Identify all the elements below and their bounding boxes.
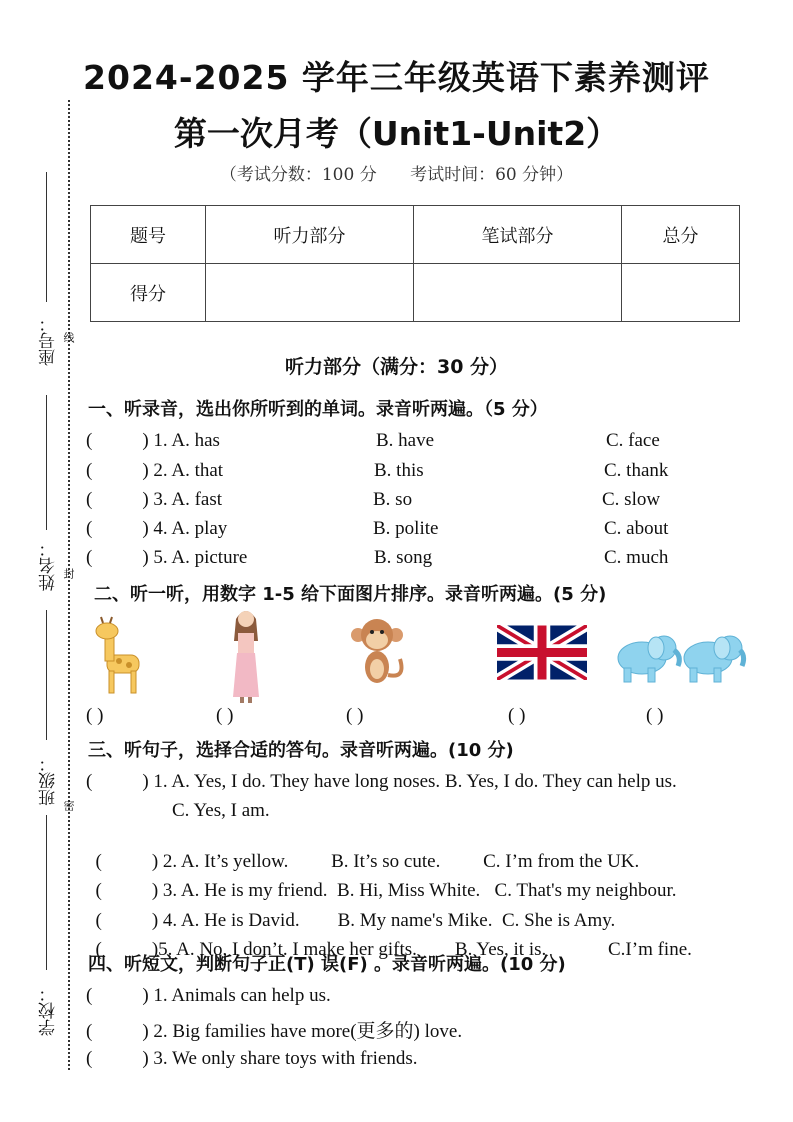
- question-option-a: ) 3. A. fast: [142, 489, 223, 510]
- score-row-label: 得分: [91, 264, 206, 322]
- question-text: ) 3. A. He is my friend. B. Hi, Miss White. C. That's my neighbour.: [151, 880, 677, 901]
- picture-answer-blank[interactable]: ( ): [86, 705, 104, 726]
- question-option-a: ) 2. A. that: [142, 460, 224, 481]
- question-option-c: C. about: [604, 518, 669, 539]
- question-option-b: B. song: [374, 547, 433, 568]
- school-label: 学校：: [39, 985, 59, 1036]
- question-text: ) 1. Animals can help us.: [142, 985, 331, 1006]
- score-header: 笔试部分: [414, 206, 622, 264]
- exam-info: [0, 160, 793, 185]
- binding-mark-feng: 封: [62, 568, 75, 579]
- listening-title: 听力部分（满分：30 分）: [284, 356, 509, 378]
- exam-score-info: （考试分数：100 分: [219, 165, 377, 185]
- question-row: [86, 985, 331, 1007]
- question-row: [86, 771, 677, 793]
- section-2-title: 二、听一听，用数字 1-5 给下面图片排序。录音听两遍。(5 分): [94, 584, 607, 605]
- answer-paren[interactable]: (: [86, 518, 93, 539]
- binding-mark-xian: 线: [62, 332, 75, 343]
- section-3-title: 三、听句子，选择合适的答句。录音听两遍。(10 分): [88, 740, 514, 761]
- page-subtitle: 第一次月考（Unit1-Unit2）: [173, 114, 620, 153]
- question-option-a: ) 5. A. picture: [142, 547, 248, 568]
- binding-dotted-line: [68, 100, 70, 1070]
- answer-paren[interactable]: (: [95, 880, 102, 901]
- question-row: [86, 460, 786, 482]
- question-text: C. Yes, I am.: [172, 800, 270, 821]
- name-label: 姓名：: [39, 540, 59, 591]
- answer-paren[interactable]: (: [86, 1048, 93, 1069]
- score-header: 听力部分: [206, 206, 414, 264]
- question-option-b: B. this: [374, 460, 424, 481]
- question-text: ) 1. A. Yes, I do. They have long noses. B. Yes, I do. They can help us.: [142, 771, 677, 792]
- question-row: [86, 489, 786, 511]
- question-option-a: ) 4. A. play: [142, 518, 228, 539]
- answer-paren[interactable]: (: [95, 851, 102, 872]
- question-row: [86, 518, 786, 540]
- class-label: 班级：: [39, 755, 59, 806]
- answer-paren[interactable]: (: [95, 939, 102, 960]
- elephants-image: [612, 628, 747, 686]
- question-row: [86, 430, 786, 452]
- score-cell[interactable]: [414, 264, 622, 322]
- score-cell[interactable]: [622, 264, 740, 322]
- answer-paren[interactable]: (: [86, 460, 93, 481]
- question-option-a: ) 1. A. has: [142, 430, 220, 451]
- question-row: [86, 1048, 418, 1070]
- question-option-c: C. face: [606, 430, 660, 451]
- question-row: [86, 547, 786, 569]
- question-text: )5. A. No, I don’t. I make her gifts. B. Yes, it is. C.I’m fine.: [151, 939, 692, 960]
- picture-answer-blank[interactable]: ( ): [346, 705, 364, 726]
- question-option-b: B. so: [373, 489, 413, 510]
- answer-paren[interactable]: (: [86, 771, 93, 792]
- question-option-c: C. much: [604, 547, 669, 568]
- answer-paren[interactable]: (: [86, 489, 93, 510]
- section-1-title: 一、听录音，选出你所听到的单词。录音听两遍。（5 分）: [88, 399, 548, 420]
- giraffe-image: [93, 615, 155, 697]
- score-header: 题号: [91, 206, 206, 264]
- score-cell[interactable]: [206, 264, 414, 322]
- question-option-c: C. slow: [602, 489, 661, 510]
- uk-flag-image: [497, 625, 587, 680]
- question-row: [86, 1016, 462, 1043]
- name-line: [46, 395, 47, 530]
- question-option-b: B. polite: [373, 518, 439, 539]
- answer-paren[interactable]: (: [86, 430, 93, 451]
- question-option-c: C. thank: [604, 460, 669, 481]
- score-table: [90, 205, 740, 322]
- answer-paren[interactable]: (: [86, 547, 93, 568]
- woman-image: [228, 605, 264, 705]
- answer-paren[interactable]: (: [86, 1021, 93, 1042]
- question-text: ) 4. A. He is David. B. My name's Mike. C. She is Amy.: [151, 910, 616, 931]
- question-text: ) 2. A. It’s yellow. B. It’s so cute. C. I’m from the UK.: [151, 851, 640, 872]
- page-title: 2024-2025 学年三年级英语下素养测评: [83, 58, 710, 97]
- section-4-title: 四、听短文，判断句子正(T) 误(F) 。录音听两遍。(10 分): [88, 954, 566, 975]
- binding-mark-mi: 密: [62, 800, 75, 811]
- class-line: [46, 610, 47, 740]
- seat-label: 座号：: [39, 315, 59, 366]
- question-text: ) 2. Big families have more(更多的) love.: [142, 1021, 463, 1042]
- monkey-image: [350, 617, 410, 693]
- picture-answer-blank[interactable]: ( ): [508, 705, 526, 726]
- answer-paren[interactable]: (: [86, 985, 93, 1006]
- school-line: [46, 815, 47, 970]
- exam-time-info: 考试时间：60 分钟）: [410, 165, 574, 185]
- seat-line: [46, 172, 47, 302]
- question-option-b: B. have: [376, 430, 435, 451]
- question-text: ) 3. We only share toys with friends.: [142, 1048, 418, 1069]
- picture-answer-blank[interactable]: ( ): [646, 705, 664, 726]
- score-header: 总分: [622, 206, 740, 264]
- picture-answer-blank[interactable]: ( ): [216, 705, 234, 726]
- answer-paren[interactable]: (: [95, 910, 102, 931]
